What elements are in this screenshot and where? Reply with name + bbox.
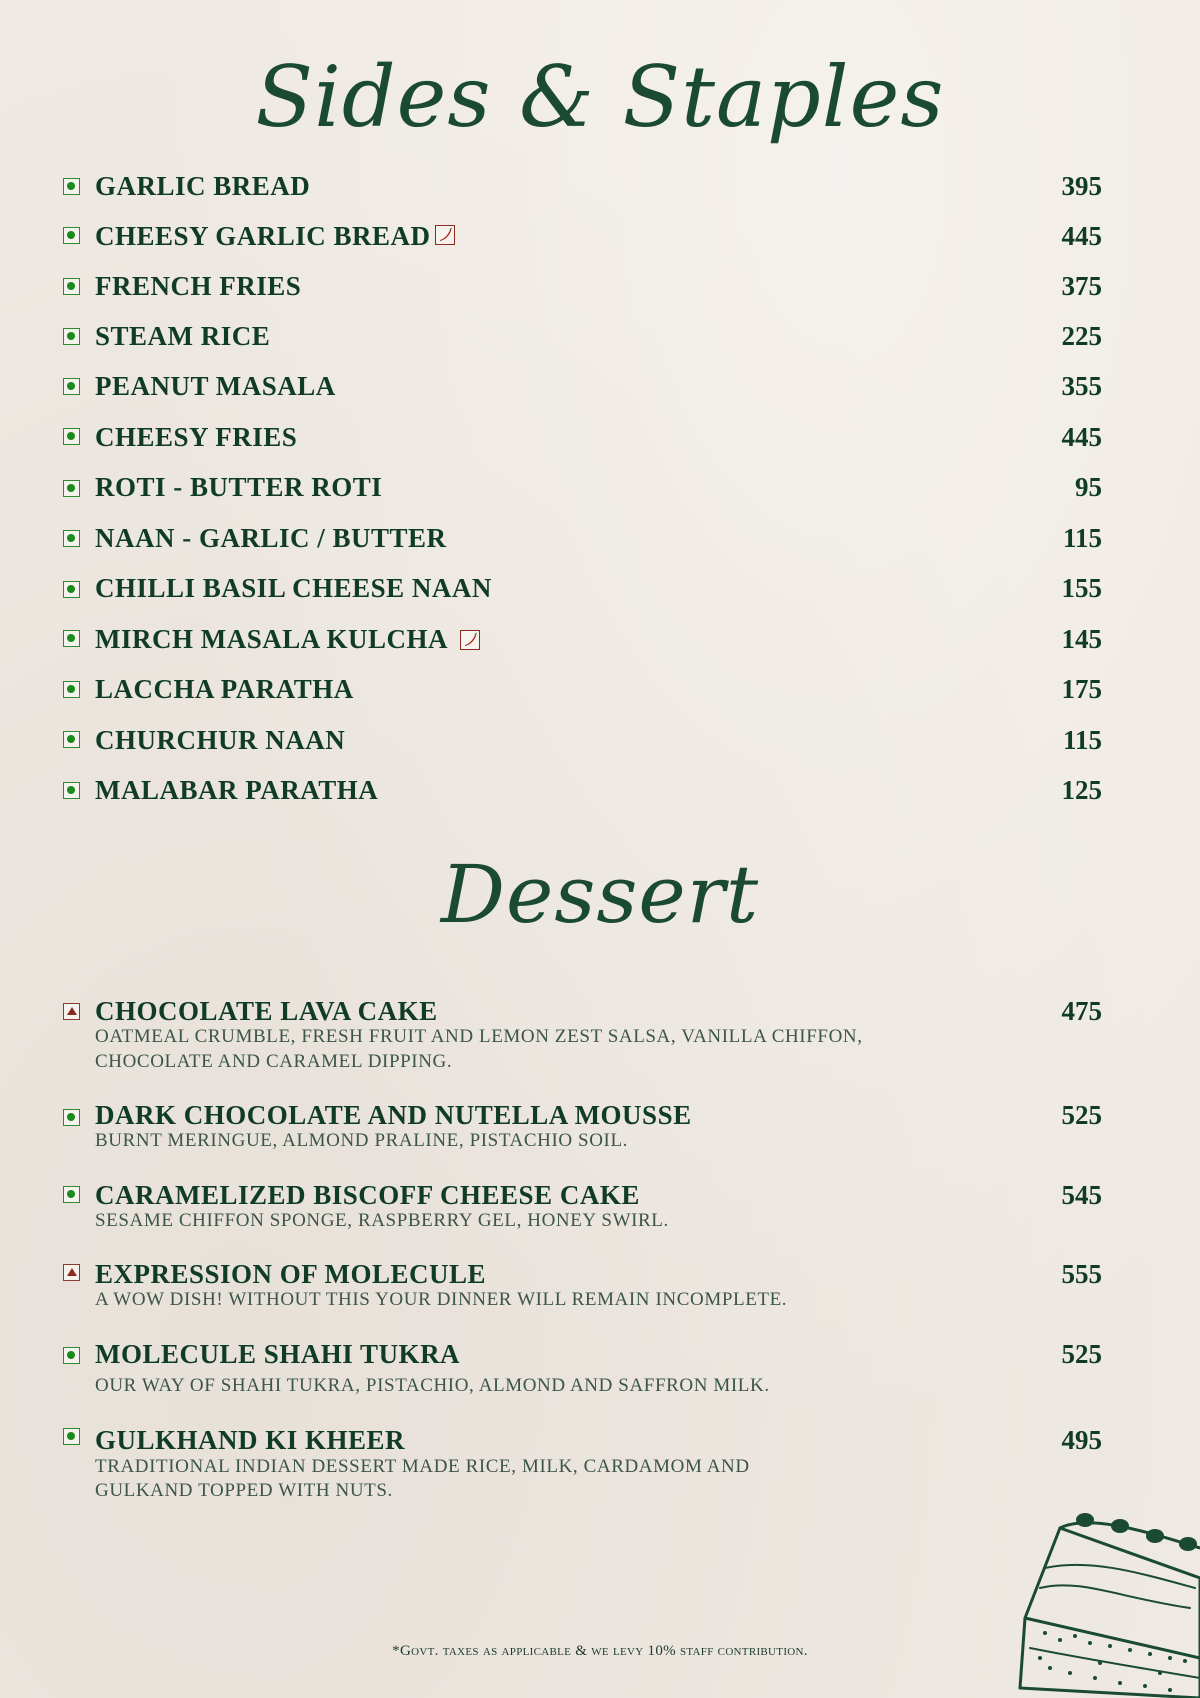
menu-item-name: PEANUT MASALA (95, 371, 336, 401)
veg-indicator-icon (63, 178, 80, 195)
menu-item-description-line: OATMEAL CRUMBLE, FRESH FRUIT AND LEMON ZEST SALSA, VANILLA CHIFFON, (95, 1026, 863, 1047)
menu-item-price: 155 (1061, 573, 1102, 603)
menu-item-name: STEAM RICE (95, 321, 271, 351)
menu-item-name: CHILLI BASIL CHEESE NAAN (95, 573, 492, 603)
menu-item-description-line: CHOCOLATE AND CARAMEL DIPPING. (95, 1051, 453, 1072)
nonveg-indicator-icon (63, 1003, 80, 1020)
veg-indicator-icon (63, 530, 80, 547)
menu-item-name: CHOCOLATE LAVA CAKE (95, 996, 438, 1026)
menu-item-price: 225 (1061, 321, 1102, 351)
menu-item-price: 545 (1061, 1180, 1102, 1210)
sides-section-title: Sides & Staples (255, 48, 945, 146)
menu-item-price: 95 (1075, 472, 1102, 502)
menu-item-name: CARAMELIZED BISCOFF CHEESE CAKE (95, 1180, 640, 1210)
menu-item-price: 525 (1061, 1339, 1102, 1369)
veg-indicator-icon (63, 428, 80, 445)
menu-item-name: CHEESY FRIES (95, 422, 298, 452)
menu-item-name: MIRCH MASALA KULCHA (95, 624, 449, 654)
veg-indicator-icon (63, 630, 80, 647)
menu-item-name: ROTI - BUTTER ROTI (95, 472, 383, 502)
veg-indicator-icon (63, 278, 80, 295)
cake-slice-icon (1000, 1508, 1200, 1698)
chilli-spicy-icon (435, 225, 455, 245)
menu-item-price: 395 (1061, 171, 1102, 201)
menu-item-price: 175 (1061, 674, 1102, 704)
menu-item-description-line: A WOW DISH! WITHOUT THIS YOUR DINNER WILL REMAIN INCOMPLETE. (95, 1289, 788, 1310)
menu-item-price: 115 (1062, 523, 1102, 553)
menu-item-description-line: TRADITIONAL INDIAN DESSERT MADE RICE, MILK, CARDAMOM AND (95, 1456, 750, 1477)
veg-indicator-icon (63, 1109, 80, 1126)
menu-item-name: LACCHA PARATHA (95, 674, 354, 704)
menu-item-description-line: BURNT MERINGUE, ALMOND PRALINE, PISTACHIO SOIL. (95, 1130, 629, 1151)
veg-indicator-icon (63, 227, 80, 244)
veg-indicator-icon (63, 328, 80, 345)
menu-item-price: 145 (1061, 624, 1102, 654)
nonveg-indicator-icon (63, 1264, 80, 1281)
menu-item-description-line: OUR WAY OF SHAHI TUKRA, PISTACHIO, ALMOND AND SAFFRON MILK. (95, 1375, 770, 1396)
menu-item-name: MALABAR PARATHA (95, 775, 379, 805)
menu-item-name: MOLECULE SHAHI TUKRA (95, 1339, 461, 1369)
veg-indicator-icon (63, 1186, 80, 1203)
menu-item-name: GULKHAND KI KHEER (95, 1425, 406, 1455)
veg-indicator-icon (63, 581, 80, 598)
menu-item-description-line: SESAME CHIFFON SPONGE, RASPBERRY GEL, HONEY SWIRL. (95, 1210, 669, 1231)
menu-item-price: 445 (1061, 221, 1102, 251)
menu-item-name: CHEESY GARLIC BREAD (95, 221, 431, 251)
menu-item-price: 355 (1061, 371, 1102, 401)
menu-item-name: NAAN - GARLIC / BUTTER (95, 523, 447, 553)
menu-item-name: GARLIC BREAD (95, 171, 311, 201)
menu-item-price: 525 (1061, 1100, 1102, 1130)
veg-indicator-icon (63, 1347, 80, 1364)
veg-indicator-icon (63, 681, 80, 698)
veg-indicator-icon (63, 782, 80, 799)
dessert-section-title: Dessert (440, 848, 760, 941)
tax-footnote: *Govt. taxes as applicable & we levy 10% staff contribution. (392, 1643, 808, 1659)
menu-item-name: DARK CHOCOLATE AND NUTELLA MOUSSE (95, 1100, 692, 1130)
menu-item-name: CHURCHUR NAAN (95, 725, 346, 755)
veg-indicator-icon (63, 480, 80, 497)
menu-item-price: 475 (1061, 996, 1102, 1026)
veg-indicator-icon (63, 1428, 80, 1445)
menu-item-price: 115 (1062, 725, 1102, 755)
chilli-spicy-icon (460, 630, 480, 650)
menu-item-name: FRENCH FRIES (95, 271, 302, 301)
menu-item-description-line: GULKAND TOPPED WITH NUTS. (95, 1480, 393, 1501)
veg-indicator-icon (63, 731, 80, 748)
menu-item-price: 495 (1061, 1425, 1102, 1455)
menu-item-price: 555 (1061, 1259, 1102, 1289)
menu-item-price: 375 (1061, 271, 1102, 301)
veg-indicator-icon (63, 378, 80, 395)
menu-item-price: 125 (1061, 775, 1102, 805)
menu-item-name: EXPRESSION OF MOLECULE (95, 1259, 487, 1289)
menu-item-price: 445 (1061, 422, 1102, 452)
